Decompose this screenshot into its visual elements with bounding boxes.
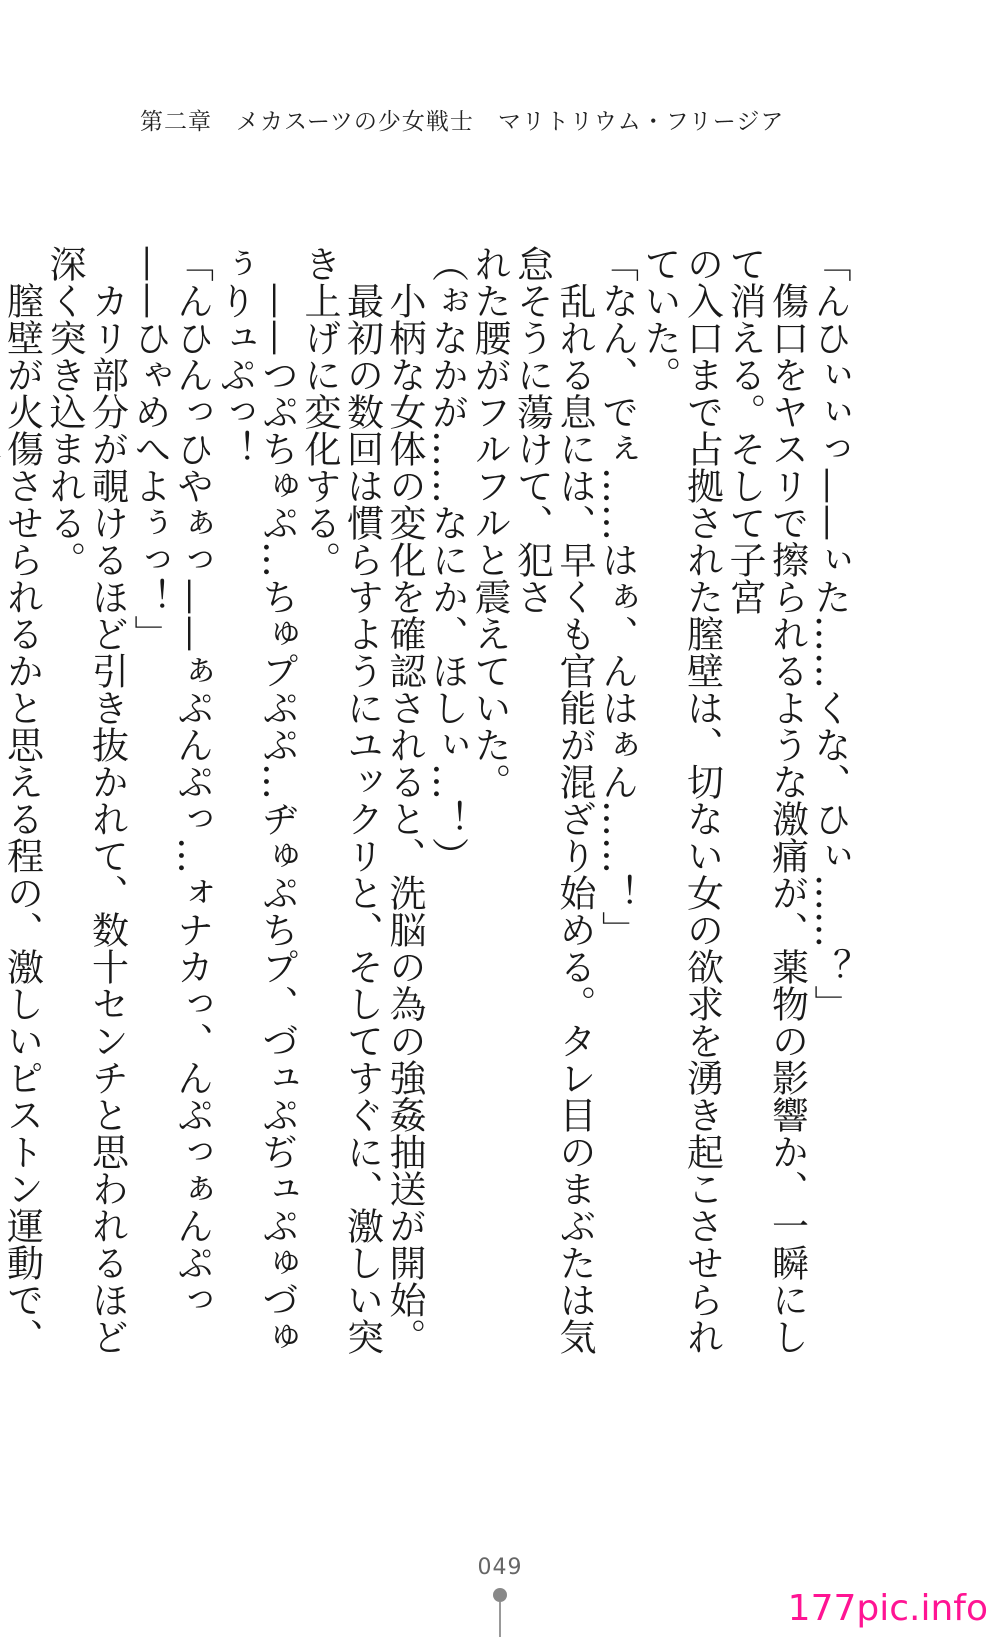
- watermark: 177pic.info: [787, 1588, 988, 1629]
- paragraph: カリ部分が覗けるほど引き抜かれて、数十センチと思われるほど深く突き込まれる。: [43, 245, 129, 1355]
- paragraph: の入口まで占拠された膣壁は、切ない女の欲求を湧き起こさせられていた。: [638, 245, 724, 1355]
- running-header: 第二章 メカスーツの少女戦士 マリトリウム・フリージア: [140, 109, 785, 135]
- paragraph: 「んひぃぃっ——ぃた……くな、ひぃ……？」: [808, 245, 851, 1022]
- page-ornament-dot: [493, 1588, 507, 1602]
- paragraph: れた腰がフルフルと震えていた。: [468, 245, 511, 800]
- page-ornament-line: [499, 1602, 501, 1637]
- body-text: [0, 245, 851, 1365]
- paragraph: 小柄な女体の変化を確認されると、洗脳の為の強姦抽送が開始。: [383, 245, 426, 1355]
- paragraph: ——つぷちゅぷ…ちゅプぷぷ…ヂゅぷちプ、づュぷぢュぷゅづゅぅりュぷっ！: [213, 245, 299, 1355]
- paragraph: 「んひんっひやぁっ——ぁぷんぷっ…ォナカっ、んぷっぁんぷっ——ひゃめへよぅっ！」: [128, 245, 214, 1318]
- paragraph: 「なん、でぇ……はぁ、んはぁん……！」: [595, 245, 639, 948]
- paragraph: 最初の数回は慣らすようにユックリと、そしてすぐに、激しい突き上げに変化する。: [298, 245, 384, 1355]
- paragraph: 膣壁が火傷させられるかと思える程の、激しいピストン運動で、: [0, 282, 44, 1355]
- page-number: 049: [477, 1555, 523, 1580]
- paragraph: （ぉなかが……なにか、ほしぃ…！）: [425, 245, 469, 874]
- paragraph: 傷口をヤスリで擦られるような激痛が、薬物の影響か、一瞬にして消える。そして子宮: [723, 245, 809, 1355]
- paragraph: 乱れる息には、早くも官能が混ざり始める。タレ目のまぶたは気怠そうに蕩けて、犯さ: [510, 245, 596, 1355]
